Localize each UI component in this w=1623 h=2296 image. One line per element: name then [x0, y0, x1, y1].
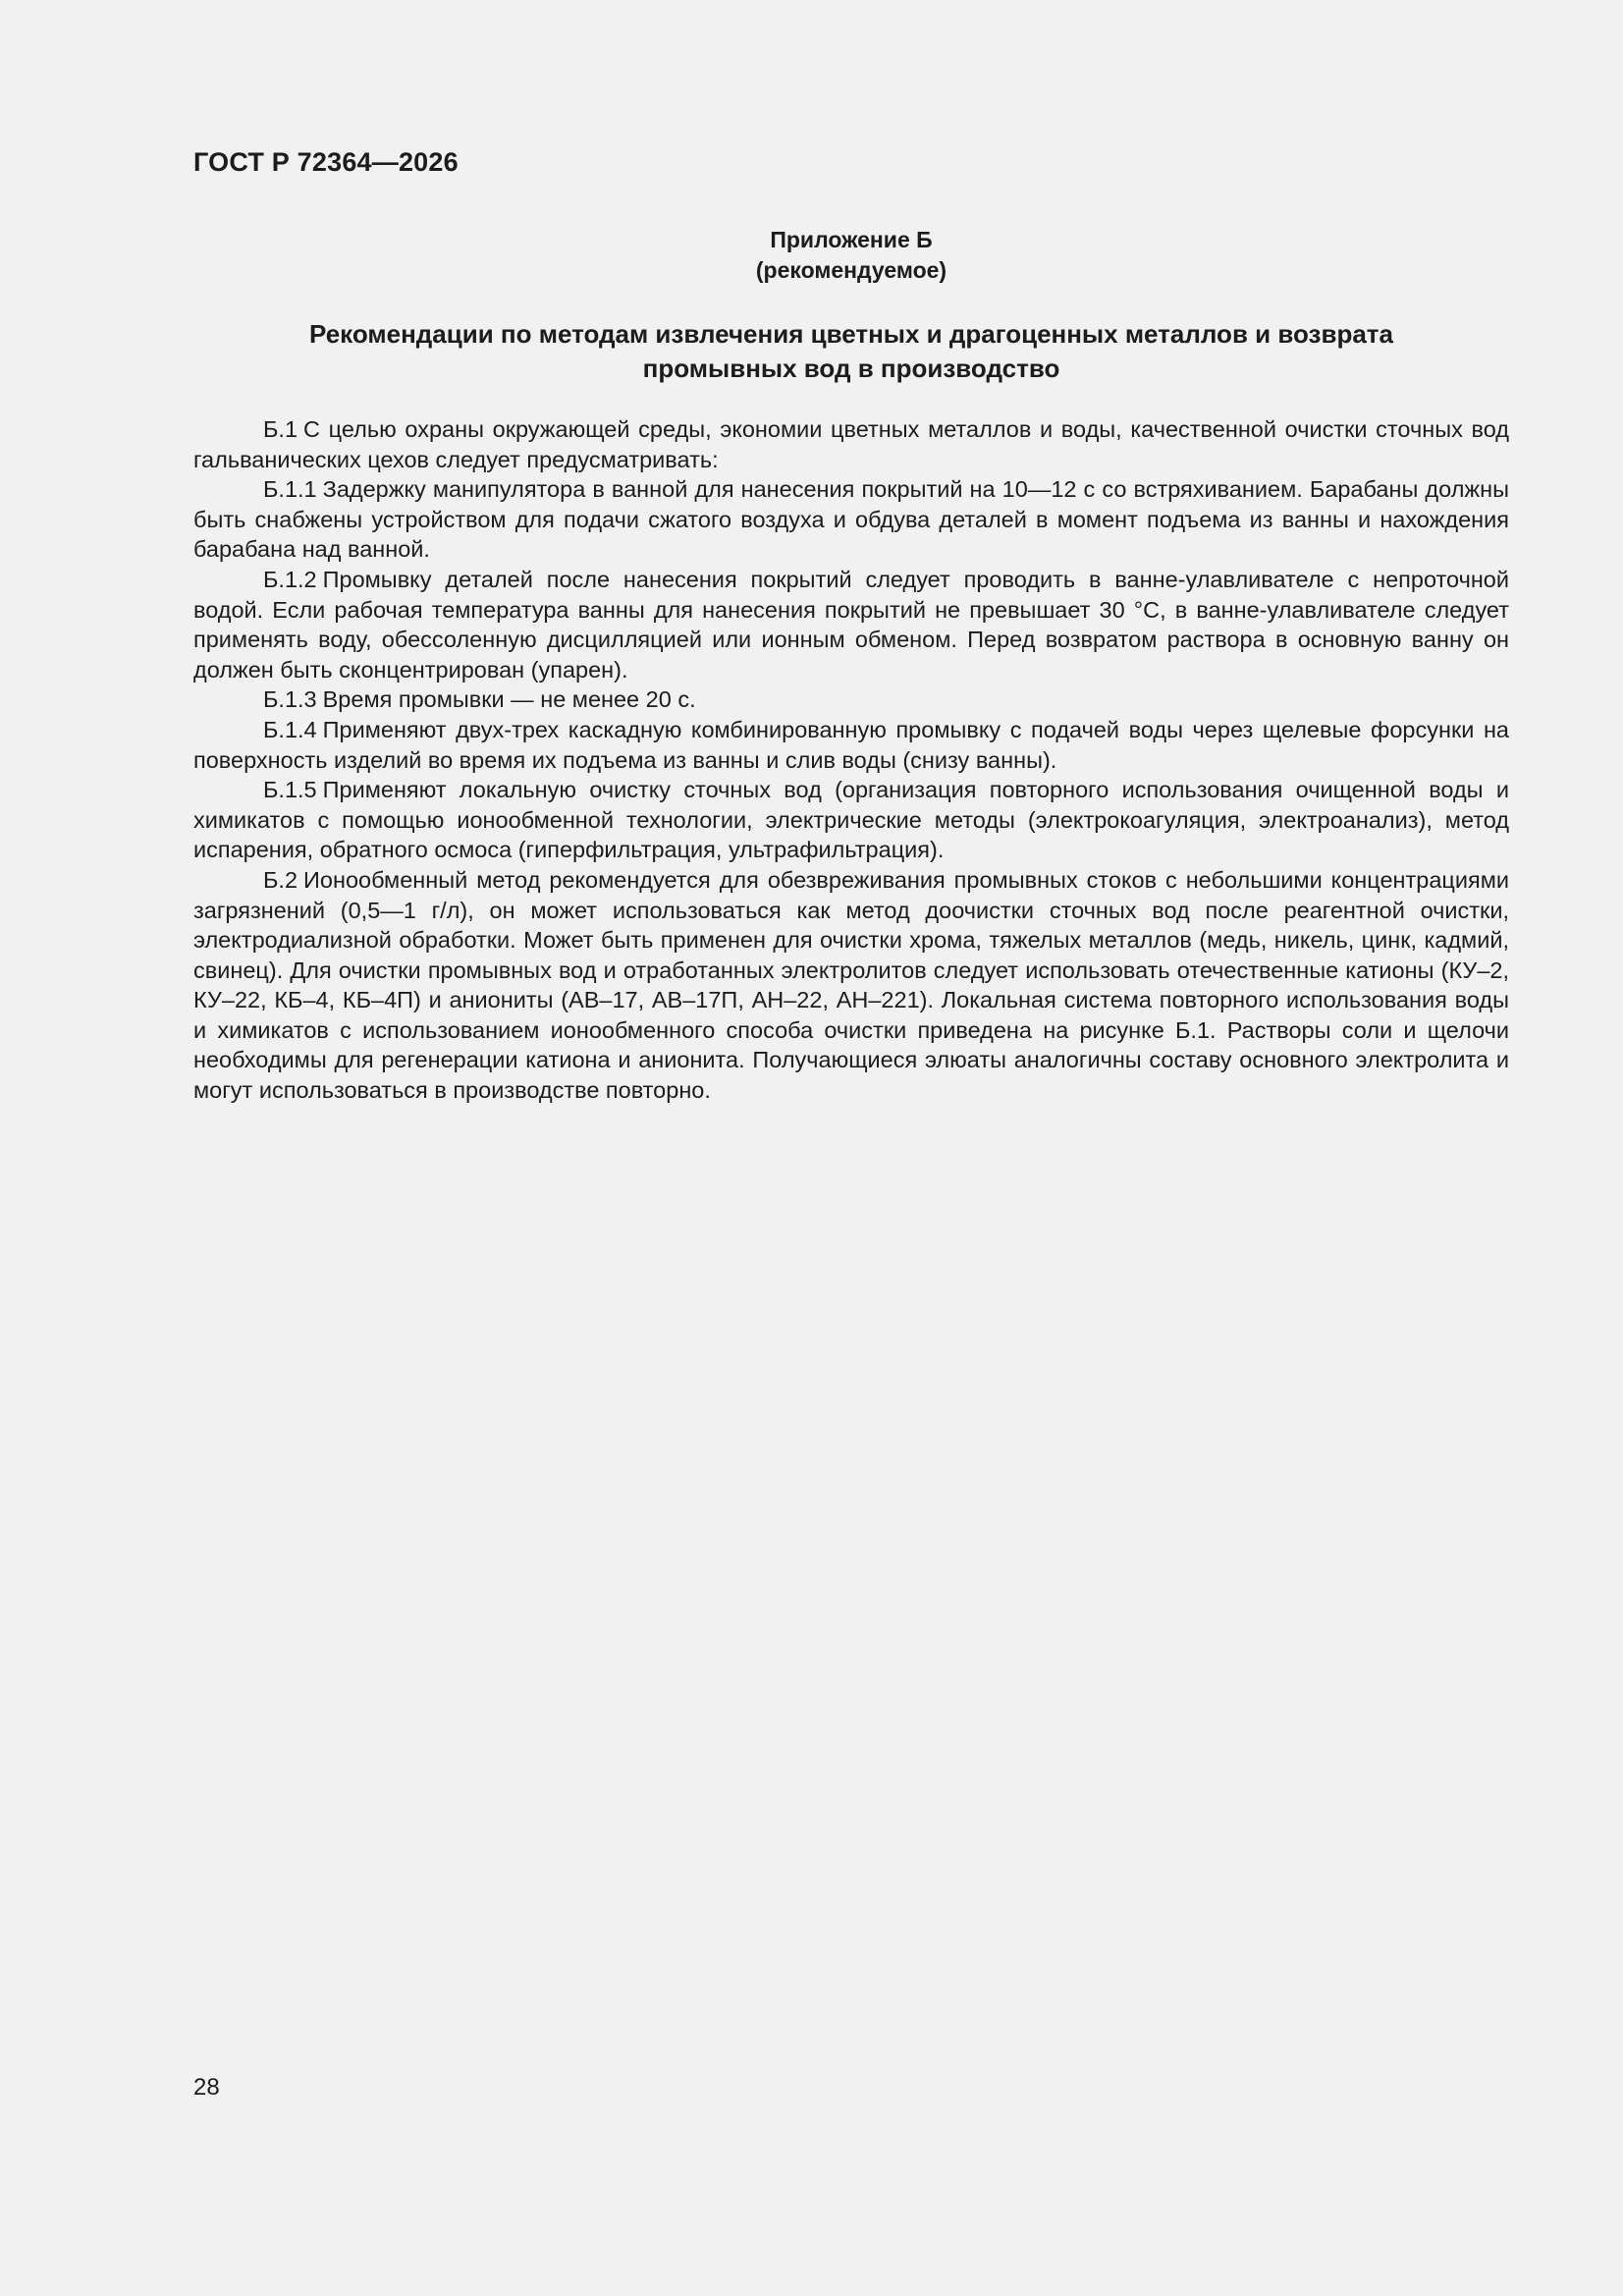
paragraph-b1-5 — [193, 775, 1509, 865]
paragraph-b1-2 — [193, 565, 1509, 684]
paragraph-number: Б.1.5 — [263, 777, 317, 803]
section-title — [193, 317, 1509, 386]
paragraph-b1-1 — [193, 474, 1509, 565]
paragraph-b1 — [193, 414, 1509, 474]
paragraph-text: Время промывки — не менее 20 с. — [322, 686, 696, 713]
appendix-heading — [193, 225, 1509, 286]
appendix-status: (рекомендуемое) — [755, 257, 947, 283]
paragraph-number: Б.1 — [263, 416, 298, 442]
appendix-label: Приложение Б — [770, 227, 933, 252]
document-code: ГОСТ Р 72364—2026 — [193, 147, 459, 177]
page-number: 28 — [193, 2074, 220, 2101]
paragraph-number: Б.1.4 — [263, 716, 317, 742]
paragraph-b1-3 — [193, 684, 1509, 715]
paragraph-text: С целью охраны окружающей среды, экономии цветных металлов и воды, качественной очистки сточных вод гальванических цехов следует предусматривать: — [193, 416, 1509, 472]
paragraph-b1-4 — [193, 715, 1509, 775]
paragraph-text: Ионообменный метод рекомендуется для обезвреживания промывных стоков с небольшими концентрациями загрязнений (0,5—1 г/л), он может использоваться как метод доочистки сточных вод после реагентной очистки, электродиализной обработки. Может быть применен для очистки хрома, тяжелых металлов (медь, никель, цинк, кадмий, свинец). Для очистки промывных вод и отработанных электролитов следует использовать отечественные катионы (КУ–2, КУ–22, КБ–4, КБ–4П) и аниониты (АВ–17, АВ–17П, АН–22, АН–221). Локальная система повторного использования воды и химикатов с использованием ионообменного способа очистки приведена на рисунке Б.1. Растворы соли и щелочи необходимы для регенерации катиона и анионита. Получающиеся элюаты аналогичны составу основного электролита и могут использоваться в производстве повторно. — [193, 866, 1509, 1104]
paragraph-text: Промывку деталей после нанесения покрытий следует проводить в ванне-улавливателе с непроточной водой. Если рабочая температура ванны для нанесения покрытий не превышает 30 °С, в ванне-улавливателе следует применять воду, обессоленную дисцилляцией или ионным обменом. Перед возвратом раствора в основную ванну он должен быть сконцентрирован (упарен). — [193, 566, 1509, 683]
paragraph-b2 — [193, 865, 1509, 1106]
paragraph-number: Б.1.1 — [263, 476, 317, 503]
paragraph-text: Применяют локальную очистку сточных вод (организация повторного использования очищенной воды и химикатов с помощью ионообменной технологии, электрические методы (электрокоагуляция, электроанализ), метод испарения, обратного осмоса (гиперфильтрация, ультрафильтрация). — [193, 777, 1509, 863]
section-title-line-1: Рекомендации по методам извлечения цветных и драгоценных металлов и возврата — [309, 319, 1393, 349]
paragraph-number: Б.2 — [263, 866, 298, 893]
section-title-line-2: промывных вод в производство — [642, 354, 1060, 383]
paragraph-number: Б.1.3 — [263, 686, 317, 713]
paragraph-number: Б.1.2 — [263, 566, 317, 592]
document-body — [193, 414, 1509, 1106]
paragraph-text: Задержку манипулятора в ванной для нанесения покрытий на 10—12 с со встряхиванием. Барабаны должны быть снабжены устройством для подачи сжатого воздуха и обдува деталей в момент подъема из ванны и нахождения барабана над ванной. — [193, 476, 1509, 563]
paragraph-text: Применяют двух-трех каскадную комбинированную промывку с подачей воды через щелевые форсунки на поверхность изделий во время их подъема из ванны и слив воды (снизу ванны). — [193, 716, 1509, 773]
